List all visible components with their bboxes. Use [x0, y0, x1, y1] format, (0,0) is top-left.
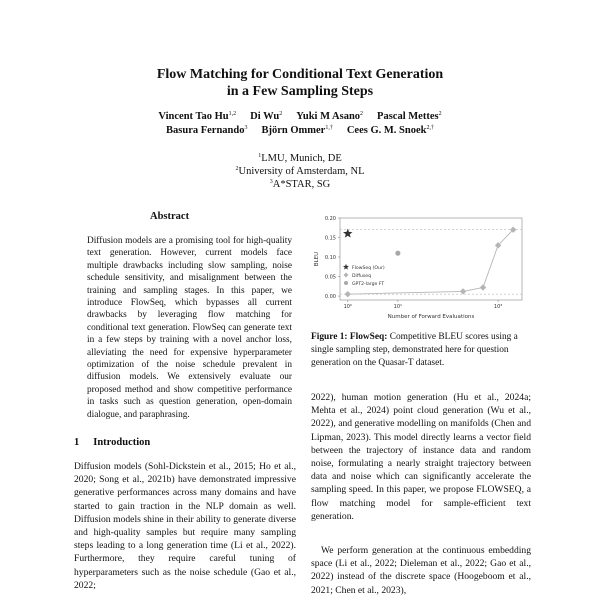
affiliation-mark: 3: [269, 179, 273, 185]
x-axis-label: Number of Forward Evaluations: [387, 314, 475, 320]
section-heading-introduction: [74, 437, 150, 448]
figure-1-chart: [306, 212, 530, 322]
affiliation-line: [0, 178, 600, 191]
author-affiliation-mark: 2: [360, 111, 364, 117]
author-name: Cees G. M. Snoek$^{2,\dagger}$: [346, 125, 434, 136]
data-point-diamond: [460, 288, 466, 294]
data-point-circle: [395, 251, 400, 256]
author-name: Vincent Tao Hu$^{1,2}$: [158, 111, 237, 122]
data-point-diamond: [345, 291, 351, 297]
y-axis-label: BLEU: [314, 251, 320, 267]
author-name: Yuki M Asano$^2$: [296, 111, 364, 122]
author-name: Pascal Mettes$^2$: [377, 111, 442, 122]
figure-1-caption: [311, 331, 531, 369]
legend-marker: [344, 273, 349, 278]
x-tick-label: 10³: [493, 304, 503, 310]
author-name: Björn Ommer$^{1,\dagger}$: [261, 125, 333, 136]
affiliation-mark: 1: [258, 153, 262, 159]
intro-column-2-paragraph-1: 2022), human motion generation (Hu et al., 2024a; Mehta et al., 2024) point cloud generation (Wu et al., 2022), and generative modelling on manifolds (Chen and Lipman, 2023). This model directly learns a vector field between the trajectory of instance data and random noise, formulating a nearly straight trajectory between data and noise which can significantly accelerate the sampling speed. In this paper, we propose FLOWSEQ, a flow matching model for sample-efficient text generation.: [311, 392, 531, 522]
author-affiliation-mark: 1,†: [325, 125, 333, 131]
section-title: Introduction: [93, 437, 151, 448]
y-tick-label: 0.15: [324, 235, 336, 242]
x-tick-label: 10⁰: [343, 304, 352, 310]
legend-label: Diffuseq: [352, 273, 372, 279]
intro-column-2-paragraph-2: We perform generation at the continuous embedding space (Li et al., 2022; Dieleman et al., 2022; Gao et al., 2022) instead of the discrete space (Hoogeboom et al., 2021; Chen et al., 2023),: [311, 545, 531, 596]
x-tick-label: 10¹: [393, 304, 403, 310]
author-affiliation-mark: 3: [244, 125, 248, 131]
affiliation-text: A*STAR, SG: [272, 179, 331, 190]
author-affiliation-mark: 2: [438, 111, 442, 117]
affiliation-text: LMU, Munich, DE: [261, 153, 342, 164]
intro-column-1: Diffusion models (Sohl-Dickstein et al., 2015; Ho et al., 2020; Song et al., 2021b) have demonstrated impressive generative performances across many domains and have started to gain traction in the NLP domain as well. Diffusion models shine in their ability to generate diverse and high-quality samples but require many sampling steps leading to a long generation time (Li et al., 2022). Furthermore, they require careful tuning of hyperparameters such as the noise schedule (Gao et al., 2022;: [74, 461, 296, 591]
abstract-text: Diffusion models are a promising tool for high-quality text generation. However, current models face multiple drawbacks including slow sampling, noise schedule sensitivity, and misalignment between the training and sampling stages. In this paper, we introduce FlowSeq, which bypasses all current drawbacks by leveraging flow matching for conditional text generation. FlowSeq can generate text in a few steps by training with a novel anchor loss, alleviating the need for expensive hyperparameter optimization of the noise schedule prevalent in diffusion models. We extensively evaluate our proposed method and show competitive performance in tasks such as question generation, open-domain dialogue, and paraphrasing.: [87, 236, 292, 420]
legend-marker: [344, 281, 348, 285]
legend-label: GPT2-large FT: [352, 281, 385, 287]
affiliation-text: University of Amsterdam, NL: [238, 166, 365, 177]
legend-label: FlowSeq (Our): [352, 265, 385, 271]
author-name: Di Wu$^2$: [250, 111, 283, 122]
caption-label: Figure 1: FlowSeq:: [311, 332, 388, 342]
y-tick-label: 0.10: [324, 255, 336, 262]
section-number: 1: [74, 437, 80, 448]
abstract-heading: Abstract: [150, 211, 190, 222]
data-point-diamond: [480, 284, 486, 290]
caption-text: Competitive BLEU scores using a single sampling step, demonstrated here for question generation on the Quasar-T dataset.: [311, 332, 518, 368]
title-line-2: in a Few Sampling Steps: [226, 84, 374, 99]
author-name: Basura Fernando$^3$: [166, 125, 248, 136]
y-tick-label: 0.20: [324, 216, 336, 222]
plot-frame: [340, 218, 522, 300]
paper-title: [0, 66, 600, 100]
y-tick-label: 0.00: [324, 294, 336, 301]
affiliation-line: [0, 165, 600, 178]
authors-line-1: [0, 110, 600, 123]
affiliation-line: [0, 152, 600, 165]
author-affiliation-mark: 2,†: [426, 125, 434, 131]
author-affiliation-mark: 1,2: [228, 111, 237, 117]
y-tick-label: 0.05: [324, 274, 336, 281]
bleu-chart-svg: [306, 212, 530, 322]
authors-line-2: [0, 124, 600, 137]
author-affiliation-mark: 2: [279, 111, 283, 117]
affiliation-mark: 2: [235, 166, 239, 172]
title-line-1: Flow Matching for Conditional Text Generation: [156, 67, 444, 82]
legend-marker: [343, 264, 349, 270]
